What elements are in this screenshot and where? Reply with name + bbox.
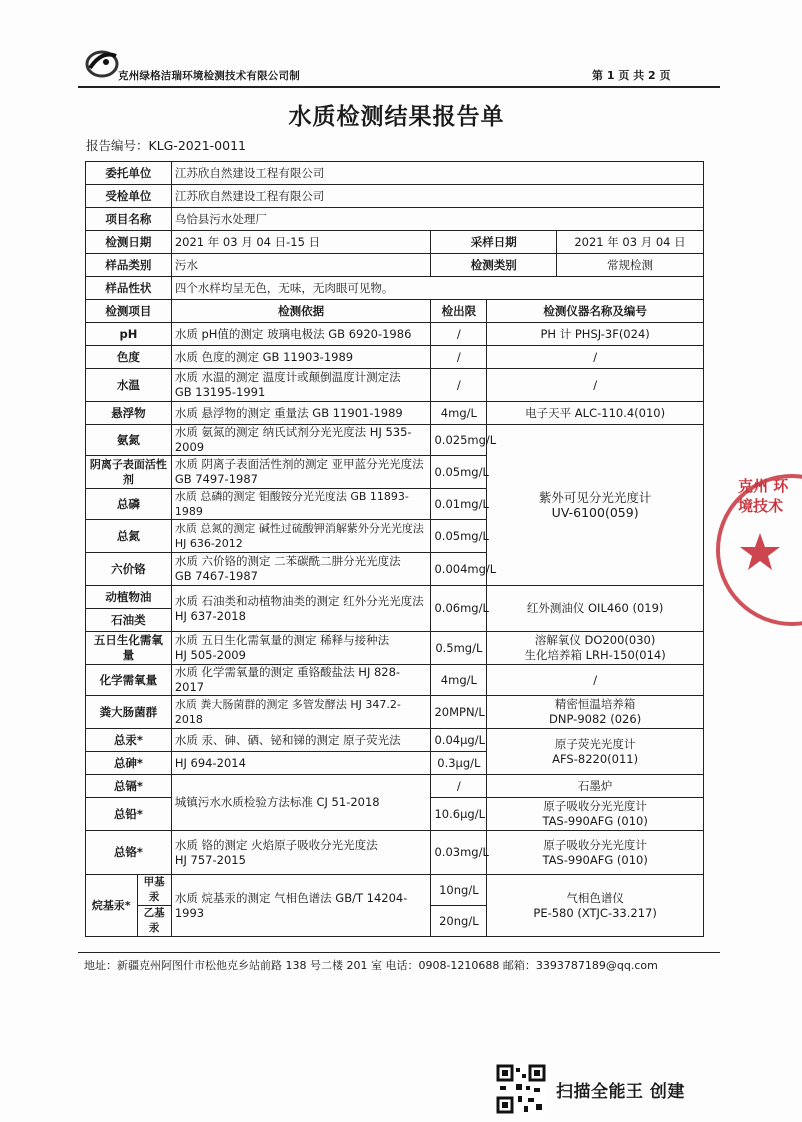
limit-tn: 0.05mg/L: [431, 520, 487, 553]
item-las: 阴离子表面活性剂: [86, 456, 172, 489]
basis-as: HJ 694-2014: [171, 752, 431, 775]
basis-nh3: 水质 氨氮的测定 纳氏试剂分光光度法 HJ 535-2009: [171, 425, 431, 456]
basis-line: HJ 637-2018: [174, 608, 246, 623]
test-type-label: 检测类别: [431, 254, 557, 277]
table-header-row: [86, 300, 704, 323]
limit-color: /: [431, 346, 487, 369]
basis-cod: 水质 化学需氧量的测定 重铬酸盐法 HJ 828-2017: [171, 665, 431, 696]
qr-code-icon: [496, 1064, 546, 1114]
footer-address: 地址：新疆克州阿图什市松他克乡站前路 138 号二楼 201 室 电话：0908-1210688 邮箱：3393787189@qq.com: [84, 959, 658, 972]
limit-las: 0.05mg/L: [431, 456, 487, 489]
item-cd: 总镉*: [86, 775, 172, 798]
instrument-line: 气相色谱仪: [566, 890, 624, 905]
table-row: [86, 831, 704, 875]
item-ethylhg: 乙基汞: [137, 906, 171, 937]
col-instrument: 检测仪器名称及编号: [487, 300, 704, 323]
item-methylhg: 甲基汞: [137, 875, 171, 906]
header-divider: [78, 86, 720, 88]
table-row: [86, 402, 704, 425]
instrument-color: /: [487, 346, 704, 369]
limit-cr6: 0.004mg/L: [431, 553, 487, 586]
item-temp: 水温: [86, 369, 172, 402]
basis-line: 水质 六价铬的测定 二苯碳酰二肼分光光度法: [174, 554, 401, 568]
basis-alkylhg: 水质 烷基汞的测定 气相色谱法 GB/T 14204-1993: [171, 875, 431, 937]
instrument-oil: 红外测油仪 OIL460 (019): [487, 586, 704, 632]
item-color: 色度: [86, 346, 172, 369]
basis-color: 水质 色度的测定 GB 11903-1989: [171, 346, 431, 369]
limit-tp: 0.01mg/L: [431, 489, 487, 520]
table-row: [86, 231, 704, 254]
col-limit: 检出限: [431, 300, 487, 323]
project-label: 项目名称: [86, 208, 172, 231]
basis-line: 水质 石油类和动植物油类的测定 红外分光光度法: [174, 593, 424, 608]
sample-type-label: 样品类别: [86, 254, 172, 277]
limit-nh3: 0.025mg/L: [431, 425, 487, 456]
company-name: 克州绿格洁瑞环境检测技术有限公司制: [118, 70, 300, 82]
item-ss: 悬浮物: [86, 402, 172, 425]
table-row: [86, 425, 704, 456]
basis-line: GB 7497-1987: [174, 472, 258, 486]
limit-pb: 10.6μg/L: [431, 798, 487, 831]
basis-line: 水质 五日生化需氧量的测定 稀释与接种法: [174, 633, 390, 647]
stamp-text: 克州 环境技术: [738, 477, 789, 515]
basis-line: GB 13195-1991: [174, 385, 266, 399]
item-cod: 化学需氧量: [86, 665, 172, 696]
footer-divider: [78, 952, 720, 953]
table-row: [86, 208, 704, 231]
instrument-uv: [487, 425, 704, 586]
table-row: [86, 162, 704, 185]
item-tn: 总氮: [86, 520, 172, 553]
limit-as: 0.3μg/L: [431, 752, 487, 775]
limit-ss: 4mg/L: [431, 402, 487, 425]
sample-type-value: 污水: [171, 254, 431, 277]
limit-hg: 0.04μg/L: [431, 729, 487, 752]
instrument-line: TAS-990AFG (010): [542, 852, 648, 867]
limit-oil: 0.06mg/L: [431, 586, 487, 632]
item-hg: 总汞*: [86, 729, 172, 752]
table-row: [86, 277, 704, 300]
basis-oil: [171, 586, 431, 632]
report-title: 水质检测结果报告单: [288, 104, 505, 130]
basis-crt: [171, 831, 431, 875]
item-fc: 粪大肠菌群: [86, 696, 172, 729]
basis-ph: 水质 pH值的测定 玻璃电极法 GB 6920-1986: [171, 323, 431, 346]
instrument-temp: /: [487, 369, 704, 402]
project-value: 乌恰县污水处理厂: [171, 208, 703, 231]
limit-ph: /: [431, 323, 487, 346]
limit-ethylhg: 20ng/L: [431, 906, 487, 937]
sample-prop-value: 四个水样均呈无色，无味，无肉眼可见物。: [171, 277, 703, 300]
table-row: [86, 729, 704, 752]
instrument-pb: [487, 798, 704, 831]
limit-bod: 0.5mg/L: [431, 632, 487, 665]
test-type-value: 常规检测: [556, 254, 703, 277]
basis-tn: [171, 520, 431, 553]
limit-methylhg: 10ng/L: [431, 875, 487, 906]
item-bod: 五日生化需氧量: [86, 632, 172, 665]
table-row: [86, 632, 704, 665]
limit-crt: 0.03mg/L: [431, 831, 487, 875]
client-label: 委托单位: [86, 162, 172, 185]
basis-line: 水质 铬的测定 火焰原子吸收分光光度法: [174, 837, 378, 852]
table-row: [86, 369, 704, 402]
basis-line: HJ 636-2012: [174, 537, 243, 550]
basis-cr6: [171, 553, 431, 586]
table-row: [86, 775, 704, 798]
item-crt: 总铬*: [86, 831, 172, 875]
table-row: [86, 586, 704, 609]
col-item: 检测项目: [86, 300, 172, 323]
instrument-crt: [487, 831, 704, 875]
limit-cd: /: [431, 775, 487, 798]
basis-line: 水质 阴离子表面活性剂的测定 亚甲蓝分光光度法: [174, 457, 424, 471]
instrument-line: DNP-9082 (026): [549, 712, 642, 726]
table-row: [86, 254, 704, 277]
basis-temp: [171, 369, 431, 402]
table-row: [86, 346, 704, 369]
table-row: [86, 696, 704, 729]
instrument-line: 精密恒温培养箱: [554, 697, 636, 711]
basis-hg: 水质 汞、砷、硒、铋和锑的测定 原子荧光法: [171, 729, 431, 752]
instrument-line: TAS-990AFG (010): [542, 814, 648, 828]
basis-line: 水质 总氮的测定 碱性过硫酸钾消解紫外分光光度法: [174, 522, 424, 535]
item-petroleum: 石油类: [86, 609, 172, 632]
basis-bod: [171, 632, 431, 665]
item-cr6: 六价铬: [86, 553, 172, 586]
item-pb: 总铅*: [86, 798, 172, 831]
test-date-value: 2021 年 03 月 04 日-15 日: [171, 231, 431, 254]
item-nh3: 氨氮: [86, 425, 172, 456]
test-date-label: 检测日期: [86, 231, 172, 254]
instrument-fc: [487, 696, 704, 729]
item-ph: pH: [86, 323, 172, 346]
instrument-line: 生化培养箱 LRH-150(014): [524, 648, 666, 662]
limit-fc: 20MPN/L: [431, 696, 487, 729]
limit-cod: 4mg/L: [431, 665, 487, 696]
instrument-afs: [487, 729, 704, 775]
basis-tp: 水质 总磷的测定 钼酸铵分光光度法 GB 11893-1989: [171, 489, 431, 520]
instrument-line: UV-6100(059): [551, 505, 639, 520]
basis-cdpb: 城镇污水水质检验方法标准 CJ 51-2018: [171, 775, 431, 831]
result-table: [85, 161, 704, 937]
instrument-line: 紫外可见分光光度计: [538, 490, 652, 505]
limit-temp: /: [431, 369, 487, 402]
instrument-ss: 电子天平 ALC-110.4(010): [487, 402, 704, 425]
page-info: 第 1 页 共 2 页: [592, 69, 671, 82]
basis-fc: 水质 粪大肠菌群的测定 多管发酵法 HJ 347.2-2018: [171, 696, 431, 729]
item-tp: 总磷: [86, 489, 172, 520]
instrument-cod: /: [487, 665, 704, 696]
company-logo-icon: [84, 44, 120, 80]
receiver-label: 受检单位: [86, 185, 172, 208]
item-animal-oil: 动植物油: [86, 586, 172, 609]
table-row: [86, 323, 704, 346]
sample-date-value: 2021 年 03 月 04 日: [556, 231, 703, 254]
basis-line: HJ 757-2015: [174, 852, 246, 867]
client-value: 江苏欣自然建设工程有限公司: [171, 162, 703, 185]
basis-las: [171, 456, 431, 489]
instrument-line: AFS-8220(011): [552, 751, 639, 766]
sample-prop-label: 样品性状: [86, 277, 172, 300]
instrument-cd: 石墨炉: [487, 775, 704, 798]
instrument-line: 溶解氧仪 DO200(030): [534, 633, 656, 647]
item-as: 总砷*: [86, 752, 172, 775]
basis-ss: 水质 悬浮物的测定 重量法 GB 11901-1989: [171, 402, 431, 425]
instrument-line: 原子吸收分光光度计: [543, 799, 647, 813]
receiver-value: 江苏欣自然建设工程有限公司: [171, 185, 703, 208]
basis-line: HJ 505-2009: [174, 648, 246, 662]
instrument-gc: [487, 875, 704, 937]
table-row: [86, 185, 704, 208]
col-basis: 检测依据: [171, 300, 431, 323]
instrument-line: 原子吸收分光光度计: [543, 837, 647, 852]
sample-date-label: 采样日期: [431, 231, 557, 254]
instrument-bod: [487, 632, 704, 665]
instrument-line: PE-580 (XTJC-33.217): [533, 905, 657, 920]
table-row: [86, 875, 704, 906]
table-row: [86, 665, 704, 696]
basis-line: GB 7467-1987: [174, 569, 258, 583]
instrument-line: 原子荧光光度计: [554, 736, 636, 751]
scan-brand-label: 扫描全能王 创建: [556, 1082, 685, 1102]
report-number: 报告编号：KLG-2021-0011: [86, 138, 246, 153]
basis-line: 水质 水温的测定 温度计或颠倒温度计测定法: [174, 370, 401, 384]
item-alkylhg: 烷基汞*: [86, 875, 138, 937]
instrument-ph: PH 计 PHSJ-3F(024): [487, 323, 704, 346]
